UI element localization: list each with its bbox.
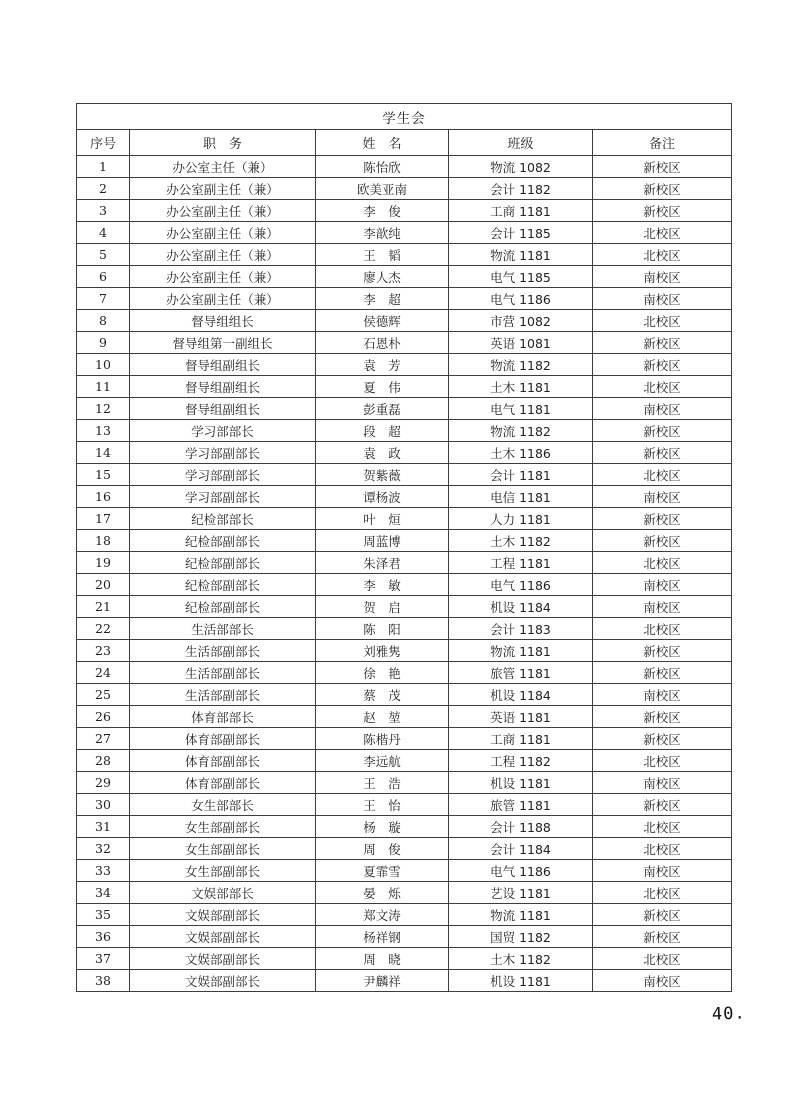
table-cell: 新校区 bbox=[593, 640, 732, 662]
table-row bbox=[77, 288, 732, 310]
header-position: 职 务 bbox=[130, 130, 316, 156]
table-cell: 叶 烜 bbox=[316, 508, 449, 530]
table-cell: 陈怡欣 bbox=[316, 156, 449, 178]
table-cell: 陈 阳 bbox=[316, 618, 449, 640]
table-cell: 督导组副组长 bbox=[130, 376, 316, 398]
table-body bbox=[77, 156, 732, 992]
table-row bbox=[77, 486, 732, 508]
table-cell: 电信 1181 bbox=[449, 486, 593, 508]
table-cell: 市营 1082 bbox=[449, 310, 593, 332]
table-cell: 23 bbox=[77, 640, 130, 662]
table-cell: 8 bbox=[77, 310, 130, 332]
table-cell: 机设 1184 bbox=[449, 596, 593, 618]
table-cell: 土木 1181 bbox=[449, 376, 593, 398]
table-cell: 人力 1181 bbox=[449, 508, 593, 530]
table-cell: 女生部副部长 bbox=[130, 860, 316, 882]
table-cell: 晏 烁 bbox=[316, 882, 449, 904]
table-row bbox=[77, 904, 732, 926]
table-cell: 电气 1186 bbox=[449, 574, 593, 596]
table-row bbox=[77, 772, 732, 794]
table-row bbox=[77, 442, 732, 464]
table-row bbox=[77, 970, 732, 992]
table-cell: 物流 1181 bbox=[449, 904, 593, 926]
table-cell: 英语 1181 bbox=[449, 706, 593, 728]
table-cell: 7 bbox=[77, 288, 130, 310]
table-row bbox=[77, 640, 732, 662]
table-cell: 北校区 bbox=[593, 376, 732, 398]
table-row bbox=[77, 574, 732, 596]
table-cell: 29 bbox=[77, 772, 130, 794]
table-cell: 石恩朴 bbox=[316, 332, 449, 354]
table-cell: 督导组副组长 bbox=[130, 398, 316, 420]
table-cell: 学习部副部长 bbox=[130, 442, 316, 464]
table-cell: 女生部副部长 bbox=[130, 838, 316, 860]
header-remark: 备注 bbox=[593, 130, 732, 156]
table-cell: 体育部部长 bbox=[130, 706, 316, 728]
table-cell: 谭杨波 bbox=[316, 486, 449, 508]
table-cell: 办公室副主任（兼） bbox=[130, 222, 316, 244]
table-cell: 物流 1181 bbox=[449, 640, 593, 662]
table-cell: 17 bbox=[77, 508, 130, 530]
table-cell: 新校区 bbox=[593, 530, 732, 552]
table-cell: 办公室副主任（兼） bbox=[130, 178, 316, 200]
table-cell: 会计 1182 bbox=[449, 178, 593, 200]
table-cell: 南校区 bbox=[593, 772, 732, 794]
table-row bbox=[77, 684, 732, 706]
table-cell: 文娱部副部长 bbox=[130, 926, 316, 948]
table-cell: 学习部副部长 bbox=[130, 486, 316, 508]
table-cell: 机设 1181 bbox=[449, 970, 593, 992]
table-cell: 新校区 bbox=[593, 200, 732, 222]
table-row bbox=[77, 706, 732, 728]
table-cell: 李 俊 bbox=[316, 200, 449, 222]
table-cell: 南校区 bbox=[593, 398, 732, 420]
table-cell: 土木 1182 bbox=[449, 948, 593, 970]
table-cell: 王 怡 bbox=[316, 794, 449, 816]
table-header-row bbox=[77, 130, 732, 156]
table-cell: 34 bbox=[77, 882, 130, 904]
table-cell: 周 俊 bbox=[316, 838, 449, 860]
table-cell: 南校区 bbox=[593, 970, 732, 992]
table-cell: 31 bbox=[77, 816, 130, 838]
table-cell: 国贸 1182 bbox=[449, 926, 593, 948]
table-row bbox=[77, 816, 732, 838]
table-cell: 会计 1185 bbox=[449, 222, 593, 244]
table-cell: 办公室副主任（兼） bbox=[130, 288, 316, 310]
table-cell: 纪检部副部长 bbox=[130, 574, 316, 596]
table-cell: 王 韬 bbox=[316, 244, 449, 266]
table-title: 学生会 bbox=[77, 104, 732, 130]
table-cell: 督导组第一副组长 bbox=[130, 332, 316, 354]
table-cell: 郑文涛 bbox=[316, 904, 449, 926]
table-cell: 督导组副组长 bbox=[130, 354, 316, 376]
table-cell: 新校区 bbox=[593, 904, 732, 926]
table-cell: 段 超 bbox=[316, 420, 449, 442]
table-cell: 北校区 bbox=[593, 816, 732, 838]
table-cell: 纪检部副部长 bbox=[130, 552, 316, 574]
header-seq: 序号 bbox=[77, 130, 130, 156]
table-cell: 贺紫薇 bbox=[316, 464, 449, 486]
table-cell: 15 bbox=[77, 464, 130, 486]
table-cell: 新校区 bbox=[593, 926, 732, 948]
table-cell: 物流 1181 bbox=[449, 244, 593, 266]
header-class: 班级 bbox=[449, 130, 593, 156]
table-cell: 纪检部副部长 bbox=[130, 596, 316, 618]
table-cell: 北校区 bbox=[593, 244, 732, 266]
table-cell: 李远航 bbox=[316, 750, 449, 772]
table-cell: 电气 1185 bbox=[449, 266, 593, 288]
table-cell: 北校区 bbox=[593, 222, 732, 244]
table-cell: 35 bbox=[77, 904, 130, 926]
table-cell: 北校区 bbox=[593, 618, 732, 640]
table-cell: 新校区 bbox=[593, 794, 732, 816]
table-cell: 38 bbox=[77, 970, 130, 992]
table-cell: 16 bbox=[77, 486, 130, 508]
table-cell: 生活部副部长 bbox=[130, 640, 316, 662]
table-row bbox=[77, 838, 732, 860]
table-cell: 南校区 bbox=[593, 486, 732, 508]
table-cell: 纪检部副部长 bbox=[130, 530, 316, 552]
table-cell: 新校区 bbox=[593, 354, 732, 376]
table-cell: 周 晓 bbox=[316, 948, 449, 970]
table-cell: 12 bbox=[77, 398, 130, 420]
table-row bbox=[77, 860, 732, 882]
table-cell: 南校区 bbox=[593, 574, 732, 596]
table-row bbox=[77, 750, 732, 772]
table-cell: 文娱部部长 bbox=[130, 882, 316, 904]
table-cell: 纪检部部长 bbox=[130, 508, 316, 530]
table-row bbox=[77, 882, 732, 904]
table-cell: 14 bbox=[77, 442, 130, 464]
table-cell: 土木 1182 bbox=[449, 530, 593, 552]
table-cell: 办公室副主任（兼） bbox=[130, 200, 316, 222]
table-cell: 陈楷丹 bbox=[316, 728, 449, 750]
table-row bbox=[77, 926, 732, 948]
table-cell: 26 bbox=[77, 706, 130, 728]
table-row bbox=[77, 530, 732, 552]
table-cell: 办公室副主任（兼） bbox=[130, 244, 316, 266]
table-cell: 工程 1182 bbox=[449, 750, 593, 772]
table-cell: 袁 政 bbox=[316, 442, 449, 464]
table-row bbox=[77, 244, 732, 266]
table-cell: 新校区 bbox=[593, 706, 732, 728]
table-cell: 夏 伟 bbox=[316, 376, 449, 398]
table-row bbox=[77, 266, 732, 288]
table-cell: 新校区 bbox=[593, 156, 732, 178]
table-cell: 蔡 茂 bbox=[316, 684, 449, 706]
table-cell: 李 超 bbox=[316, 288, 449, 310]
table-cell: 18 bbox=[77, 530, 130, 552]
table-cell: 机设 1181 bbox=[449, 772, 593, 794]
table-row bbox=[77, 310, 732, 332]
table-cell: 会计 1188 bbox=[449, 816, 593, 838]
table-cell: 学习部部长 bbox=[130, 420, 316, 442]
table-cell: 22 bbox=[77, 618, 130, 640]
table-cell: 王 浩 bbox=[316, 772, 449, 794]
table-cell: 北校区 bbox=[593, 838, 732, 860]
table-cell: 赵 堃 bbox=[316, 706, 449, 728]
table-row bbox=[77, 332, 732, 354]
table-cell: 27 bbox=[77, 728, 130, 750]
table-cell: 新校区 bbox=[593, 662, 732, 684]
table-cell: 6 bbox=[77, 266, 130, 288]
table-cell: 新校区 bbox=[593, 442, 732, 464]
table-cell: 女生部副部长 bbox=[130, 816, 316, 838]
table-row bbox=[77, 178, 732, 200]
table-cell: 文娱部副部长 bbox=[130, 948, 316, 970]
table-cell: 朱泽君 bbox=[316, 552, 449, 574]
table-row bbox=[77, 728, 732, 750]
table-row bbox=[77, 398, 732, 420]
student-union-table bbox=[76, 103, 732, 992]
table-cell: 北校区 bbox=[593, 464, 732, 486]
table-cell: 南校区 bbox=[593, 288, 732, 310]
table-cell: 物流 1182 bbox=[449, 354, 593, 376]
page-number: 40. bbox=[711, 1003, 747, 1025]
table-row bbox=[77, 464, 732, 486]
table-cell: 工商 1181 bbox=[449, 728, 593, 750]
table-cell: 北校区 bbox=[593, 750, 732, 772]
table-cell: 尹麟祥 bbox=[316, 970, 449, 992]
table-cell: 会计 1184 bbox=[449, 838, 593, 860]
table-cell: 学习部副部长 bbox=[130, 464, 316, 486]
table-cell: 电气 1181 bbox=[449, 398, 593, 420]
table-cell: 彭重磊 bbox=[316, 398, 449, 420]
table-cell: 北校区 bbox=[593, 882, 732, 904]
table-cell: 9 bbox=[77, 332, 130, 354]
table-cell: 11 bbox=[77, 376, 130, 398]
table-cell: 文娱部副部长 bbox=[130, 904, 316, 926]
table-cell: 新校区 bbox=[593, 332, 732, 354]
table-cell: 侯德辉 bbox=[316, 310, 449, 332]
table-cell: 3 bbox=[77, 200, 130, 222]
table-cell: 工程 1181 bbox=[449, 552, 593, 574]
table-cell: 工商 1181 bbox=[449, 200, 593, 222]
table-row bbox=[77, 948, 732, 970]
table-row bbox=[77, 618, 732, 640]
table-cell: 杨 璇 bbox=[316, 816, 449, 838]
table-cell: 体育部副部长 bbox=[130, 750, 316, 772]
table-cell: 36 bbox=[77, 926, 130, 948]
table-row bbox=[77, 662, 732, 684]
table-row bbox=[77, 354, 732, 376]
table-cell: 南校区 bbox=[593, 684, 732, 706]
table-cell: 旅管 1181 bbox=[449, 794, 593, 816]
table-cell: 32 bbox=[77, 838, 130, 860]
table-cell: 夏霏雪 bbox=[316, 860, 449, 882]
table-cell: 机设 1184 bbox=[449, 684, 593, 706]
table-cell: 南校区 bbox=[593, 596, 732, 618]
table-cell: 李歆纯 bbox=[316, 222, 449, 244]
table-cell: 李 敏 bbox=[316, 574, 449, 596]
table-cell: 北校区 bbox=[593, 552, 732, 574]
table-row bbox=[77, 376, 732, 398]
table-cell: 廖人杰 bbox=[316, 266, 449, 288]
table-cell: 女生部部长 bbox=[130, 794, 316, 816]
table-cell: 电气 1186 bbox=[449, 860, 593, 882]
table-row bbox=[77, 200, 732, 222]
table-cell: 24 bbox=[77, 662, 130, 684]
table-cell: 4 bbox=[77, 222, 130, 244]
table-cell: 杨祥钢 bbox=[316, 926, 449, 948]
table-cell: 28 bbox=[77, 750, 130, 772]
table-cell: 北校区 bbox=[593, 310, 732, 332]
table-cell: 5 bbox=[77, 244, 130, 266]
table-cell: 物流 1082 bbox=[449, 156, 593, 178]
table-cell: 13 bbox=[77, 420, 130, 442]
table-cell: 电气 1186 bbox=[449, 288, 593, 310]
table-row bbox=[77, 222, 732, 244]
table-cell: 周蓝博 bbox=[316, 530, 449, 552]
table-row bbox=[77, 552, 732, 574]
table-cell: 办公室主任（兼） bbox=[130, 156, 316, 178]
table-row bbox=[77, 596, 732, 618]
table-cell: 新校区 bbox=[593, 728, 732, 750]
table-cell: 旅管 1181 bbox=[449, 662, 593, 684]
table-cell: 新校区 bbox=[593, 178, 732, 200]
table-cell: 物流 1182 bbox=[449, 420, 593, 442]
table-row bbox=[77, 156, 732, 178]
table-cell: 督导组组长 bbox=[130, 310, 316, 332]
table-cell: 贺 启 bbox=[316, 596, 449, 618]
table-cell: 体育部副部长 bbox=[130, 728, 316, 750]
table-cell: 北校区 bbox=[593, 948, 732, 970]
table-cell: 19 bbox=[77, 552, 130, 574]
table-row bbox=[77, 794, 732, 816]
table-cell: 33 bbox=[77, 860, 130, 882]
table-cell: 会计 1181 bbox=[449, 464, 593, 486]
table-cell: 10 bbox=[77, 354, 130, 376]
table-title-row bbox=[77, 104, 732, 130]
table-cell: 新校区 bbox=[593, 420, 732, 442]
table-cell: 37 bbox=[77, 948, 130, 970]
table-cell: 体育部副部长 bbox=[130, 772, 316, 794]
table-cell: 1 bbox=[77, 156, 130, 178]
table-cell: 30 bbox=[77, 794, 130, 816]
table-cell: 土木 1186 bbox=[449, 442, 593, 464]
table-cell: 欧美亚南 bbox=[316, 178, 449, 200]
table-cell: 刘雅隽 bbox=[316, 640, 449, 662]
table-cell: 25 bbox=[77, 684, 130, 706]
table-cell: 21 bbox=[77, 596, 130, 618]
table-row bbox=[77, 420, 732, 442]
table-cell: 南校区 bbox=[593, 860, 732, 882]
table-cell: 徐 艳 bbox=[316, 662, 449, 684]
table-cell: 艺设 1181 bbox=[449, 882, 593, 904]
table-cell: 会计 1183 bbox=[449, 618, 593, 640]
table-cell: 2 bbox=[77, 178, 130, 200]
table-cell: 办公室副主任（兼） bbox=[130, 266, 316, 288]
header-name: 姓 名 bbox=[316, 130, 449, 156]
table-cell: 生活部部长 bbox=[130, 618, 316, 640]
table-cell: 英语 1081 bbox=[449, 332, 593, 354]
table-cell: 南校区 bbox=[593, 266, 732, 288]
table-cell: 20 bbox=[77, 574, 130, 596]
table-cell: 文娱部副部长 bbox=[130, 970, 316, 992]
table-cell: 袁 芳 bbox=[316, 354, 449, 376]
table-cell: 生活部副部长 bbox=[130, 684, 316, 706]
table-cell: 新校区 bbox=[593, 508, 732, 530]
table-row bbox=[77, 508, 732, 530]
table-cell: 生活部副部长 bbox=[130, 662, 316, 684]
